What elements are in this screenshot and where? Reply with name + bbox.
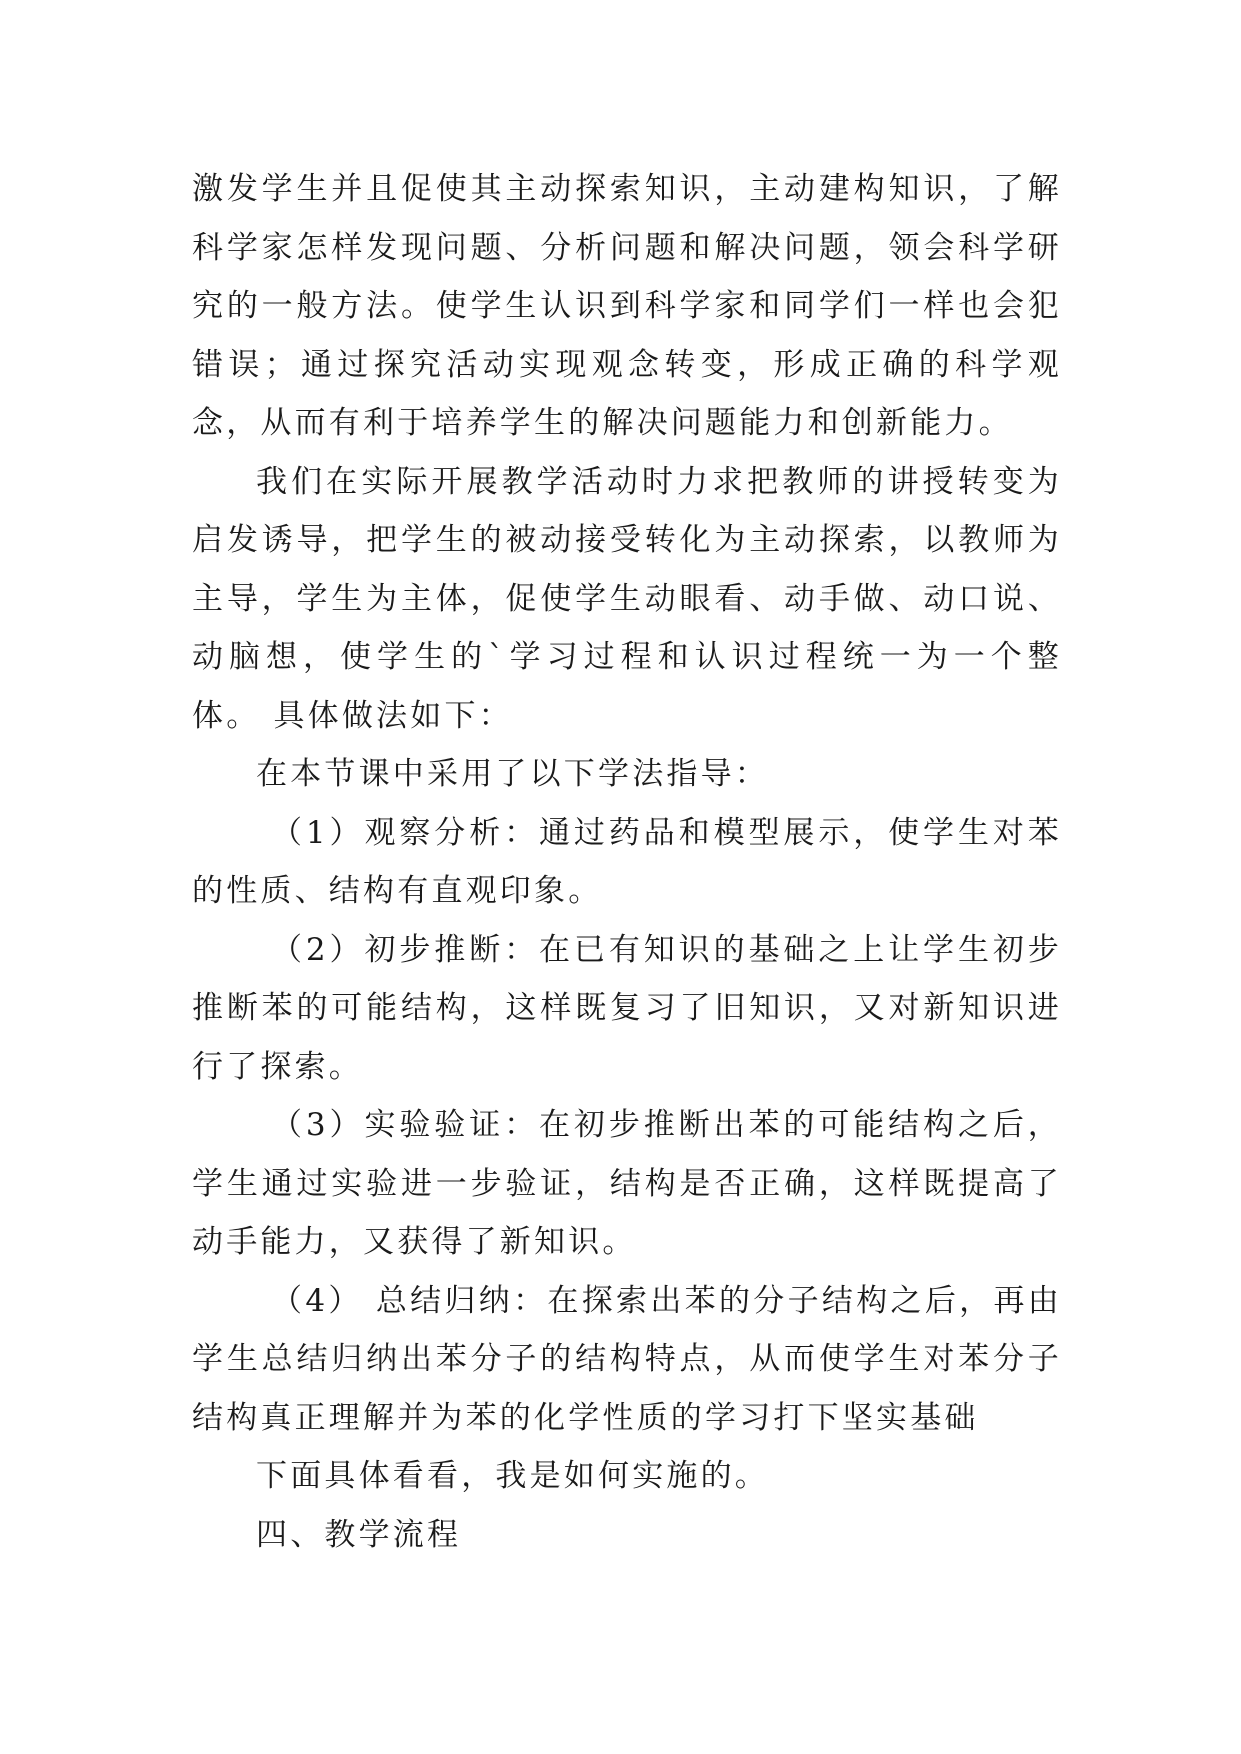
paragraph-continuation: 激发学生并且促使其主动探索知识，主动建构知识，了解科学家怎样发现问题、分析问题和解决问题，领会科学研究的一般方法。使学生认识到科学家和同学们一样也会犯错误；通过探究活动实现观念转变，形成正确的科学观念，从而有利于培养学生的解决问题能力和创新能力。 <box>192 171 1062 441</box>
paragraph-teaching-approach: 我们在实际开展教学活动时力求把教师的讲授转变为启发诱导，把学生的被动接受转化为主动探索，以教师为主导，学生为主体，促使学生动眼看、动手做、动口说、动脑想，使学生的`学习过程和认识过程统一为一个整体。 具体做法如下： <box>192 463 1062 734</box>
list-item-summary: （4） 总结归纳：在探索出苯的分子结构之后，再由学生总结归纳出苯分子的结构特点，从而使学生对苯分子结构真正理解并为苯的化学性质的学习打下坚实基础 <box>192 1282 1062 1436</box>
list-item-inference: （2）初步推断：在已有知识的基础之上让学生初步推断苯的可能结构，这样既复习了旧知识，又对新知识进行了探索。 <box>192 931 1062 1085</box>
list-item-observation: （1）观察分析：通过药品和模型展示，使学生对苯的性质、结构有直观印象。 <box>192 814 1062 909</box>
list-item-experiment: （3）实验验证：在初步推断出苯的可能结构之后，学生通过实验进一步验证，结构是否正确，这样既提高了动手能力，又获得了新知识。 <box>192 1107 1062 1260</box>
section-heading-teaching-process: 四、教学流程 <box>256 1516 462 1553</box>
body-text <box>192 160 1062 1564</box>
paragraph-learning-guidance: 在本节课中采用了以下学法指导： <box>256 756 769 792</box>
paragraph-implementation: 下面具体看看，我是如何实施的。 <box>256 1458 769 1494</box>
